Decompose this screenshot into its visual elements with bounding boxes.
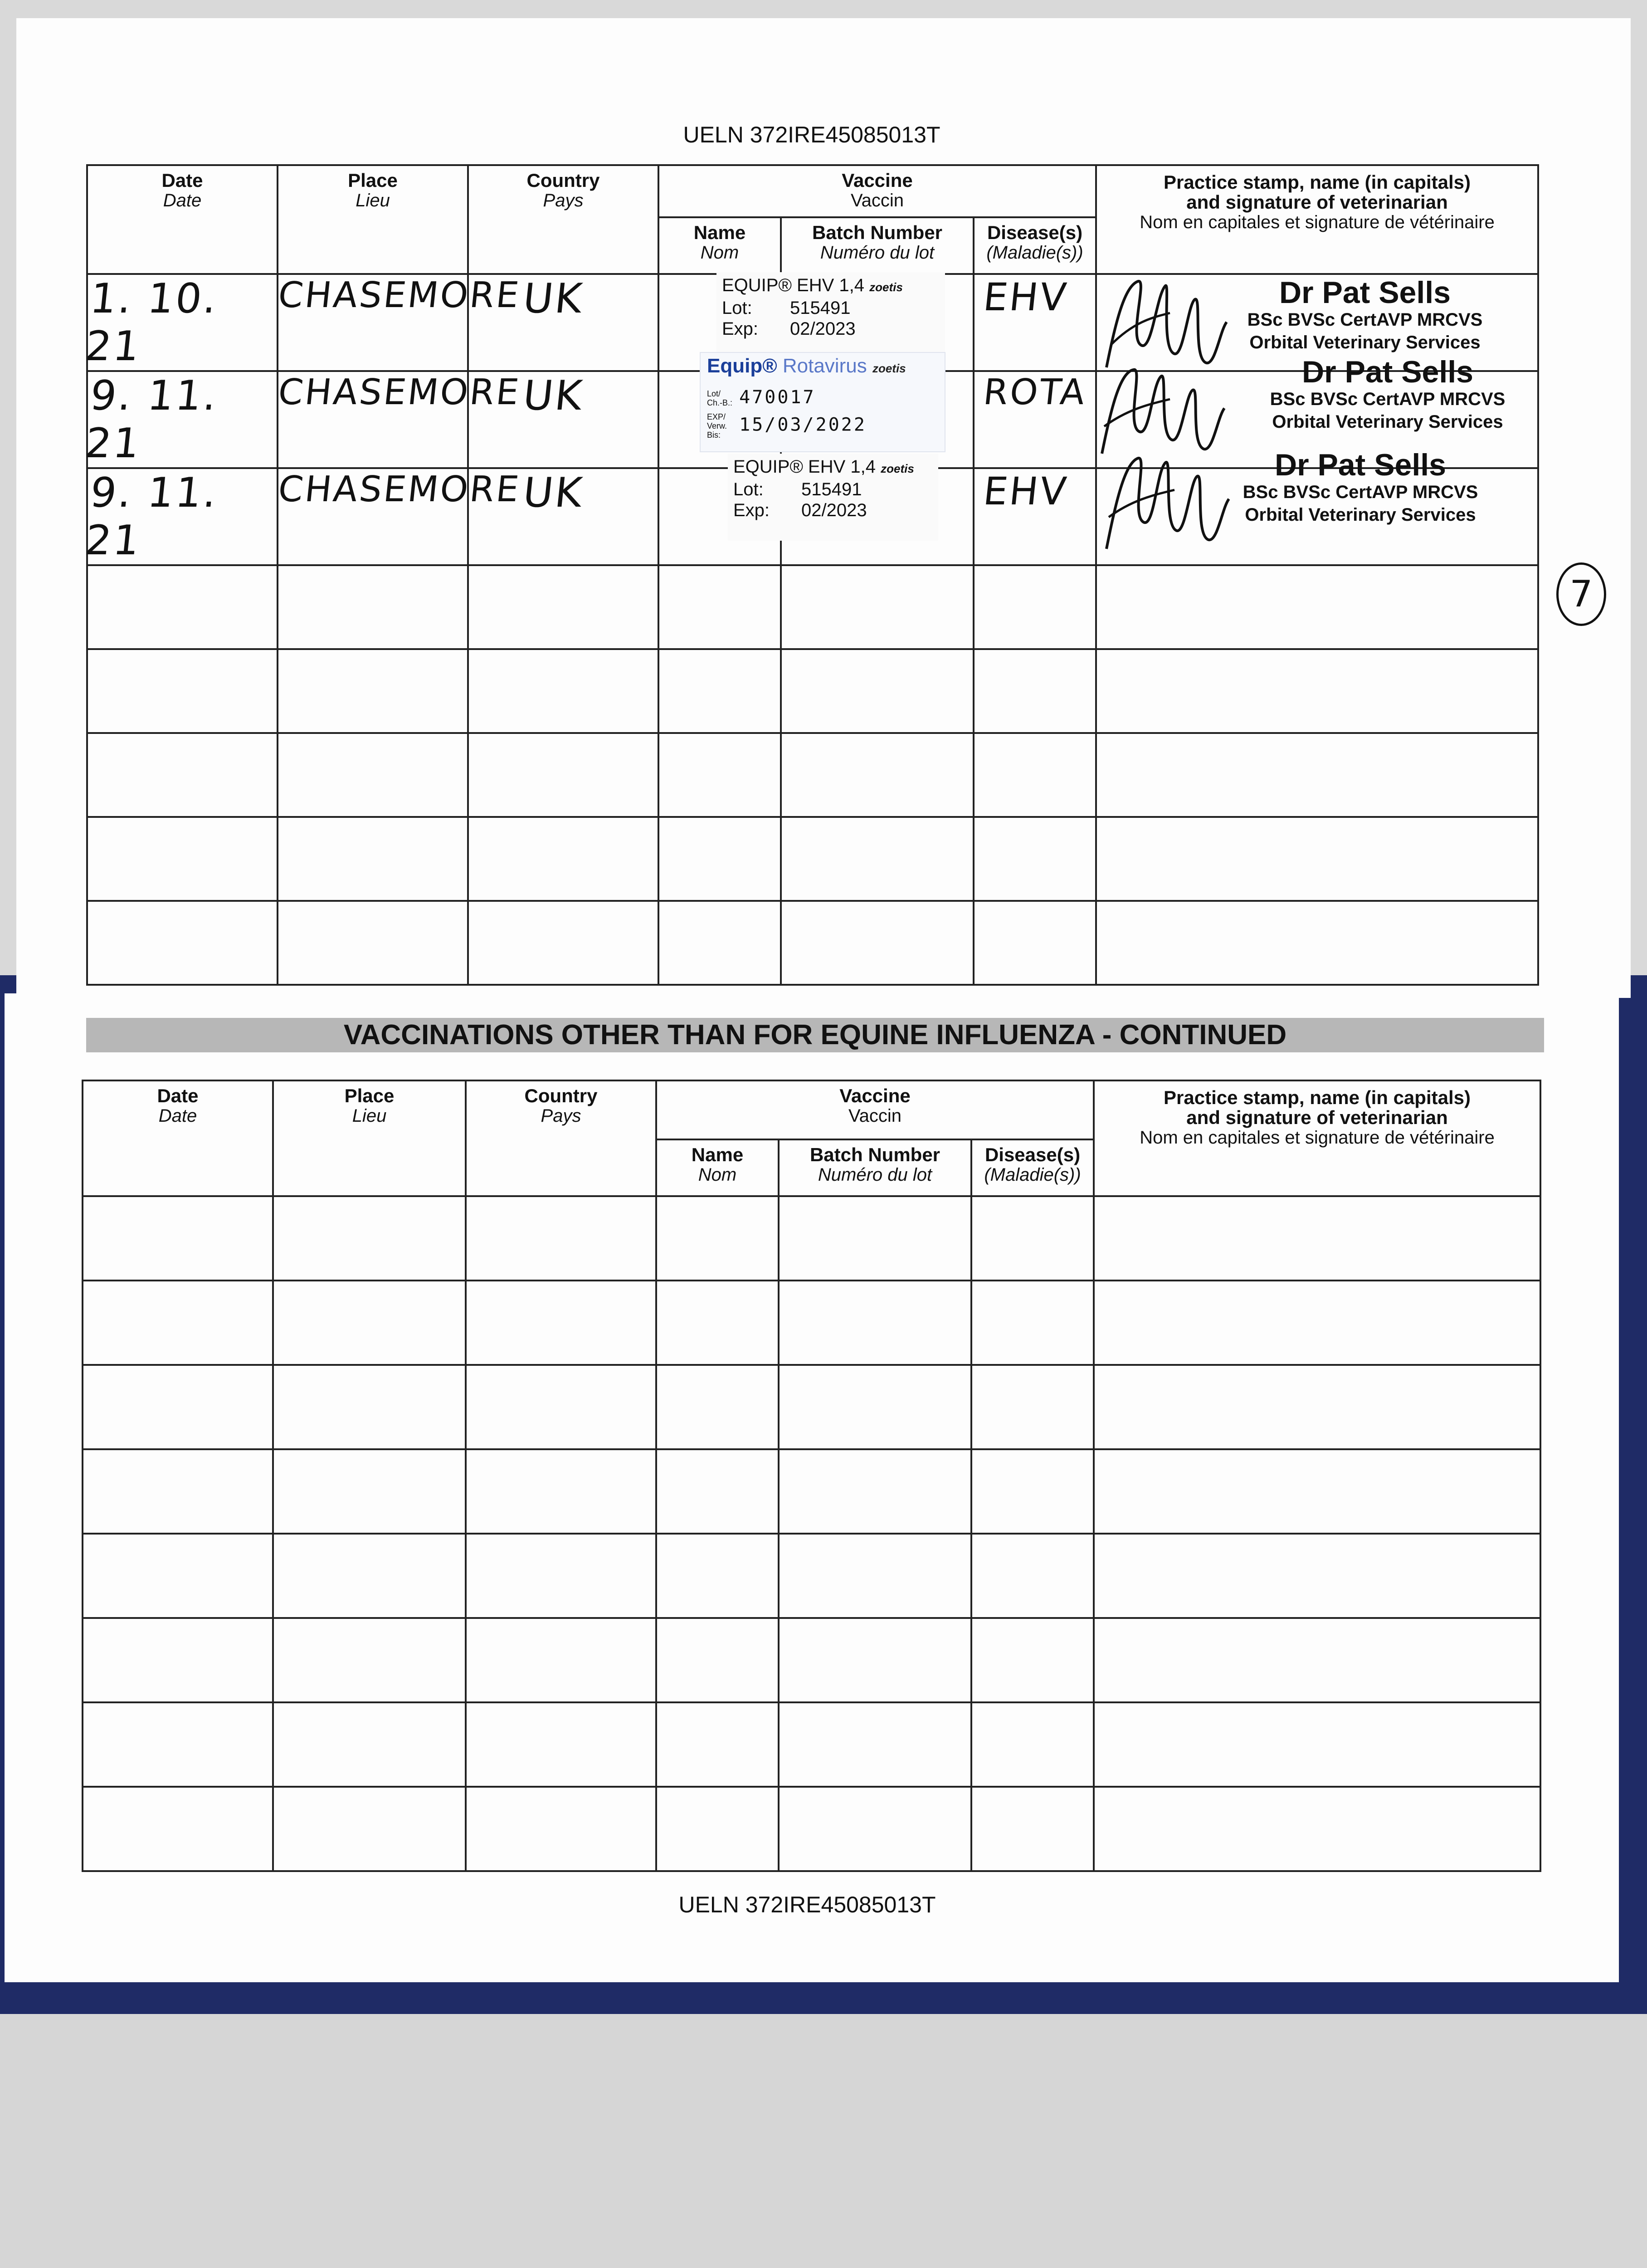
table-row <box>83 1702 1540 1787</box>
table-row <box>83 1365 1540 1449</box>
entry-country: UK <box>468 371 658 468</box>
header-vaccine: Vaccine Vaccin <box>656 1080 1094 1139</box>
entry-country: UK <box>468 274 658 371</box>
table-row <box>83 1618 1540 1702</box>
ueln-bottom: UELN 372IRE45085013T <box>678 1892 936 1917</box>
practice-stamp: Dr Pat Sells BSc BVSc CertAVP MRCVS Orbital Veterinary Services <box>1247 275 1483 352</box>
vaccine-sticker-ehv: EQUIP® EHV 1,4 zoetis Lot: 515491 Exp: 02/2023 <box>728 454 938 541</box>
table-row <box>87 817 1538 901</box>
table-row <box>83 1281 1540 1365</box>
entry-place: CHASEMORE <box>278 468 468 565</box>
header-name: Name Nom <box>656 1139 779 1196</box>
practice-stamp: Dr Pat Sells BSc BVSc CertAVP MRCVS Orbital Veterinary Services <box>1243 448 1478 525</box>
header-vaccine: Vaccine Vaccin <box>658 165 1096 217</box>
header-practice: Practice stamp, name (in capitals) and signature of veterinarian Nom en capitales et signature de vétérinaire <box>1096 165 1538 274</box>
entry-disease: ROTA <box>974 371 1096 468</box>
header-place: Place Lieu <box>273 1080 466 1196</box>
practice-stamp: Dr Pat Sells BSc BVSc CertAVP MRCVS Orbital Veterinary Services <box>1270 355 1506 432</box>
entry-country: UK <box>468 468 658 565</box>
entry-date: 1. 10. 21 <box>87 274 278 371</box>
table-row <box>87 901 1538 985</box>
header-name: Name Nom <box>658 217 781 274</box>
table-row <box>83 1534 1540 1618</box>
header-disease: Disease(s) (Maladie(s)) <box>971 1139 1094 1196</box>
vaccine-sticker-ehv: EQUIP® EHV 1,4 zoetis Lot: 515491 Exp: 02/2023 <box>716 272 945 359</box>
header-date: Date Date <box>83 1080 273 1196</box>
entry-date: 9. 11. 21 <box>87 371 278 468</box>
vaccination-table-bottom <box>82 1080 1541 1872</box>
header-date: Date Date <box>87 165 278 274</box>
entry-disease: EHV <box>974 274 1096 371</box>
header-batch: Batch Number Numéro du lot <box>779 1139 971 1196</box>
table-row <box>83 1196 1540 1281</box>
header-practice: Practice stamp, name (in capitals) and signature of veterinarian Nom en capitales et signature de vétérinaire <box>1094 1080 1540 1196</box>
header-disease: Disease(s) (Maladie(s)) <box>974 217 1096 274</box>
table-row <box>87 565 1538 649</box>
table-row <box>87 649 1538 733</box>
header-country: Country Pays <box>468 165 658 274</box>
header-place: Place Lieu <box>278 165 468 274</box>
entry-disease: EHV <box>974 468 1096 565</box>
table-row <box>83 1787 1540 1871</box>
vaccine-sticker-rotavirus: Equip® Rotavirus zoetis Lot/ Ch.-B.: 470017 EXP/ Verw. Bis: 15/03/2022 <box>701 353 945 451</box>
entry-date: 9. 11. 21 <box>87 468 278 565</box>
entry-place: CHASEMORE <box>278 371 468 468</box>
ueln-top: UELN 372IRE45085013T <box>683 122 940 147</box>
signature <box>1097 445 1233 558</box>
scanner-background <box>0 2014 1647 2268</box>
page-number: 7 <box>1556 562 1606 626</box>
section-banner: VACCINATIONS OTHER THAN FOR EQUINE INFLUENZA - CONTINUED <box>86 1018 1544 1052</box>
header-batch: Batch Number Numéro du lot <box>781 217 974 274</box>
entry-place: CHASEMORE <box>278 274 468 371</box>
table-row <box>83 1449 1540 1534</box>
table-row <box>87 733 1538 817</box>
header-country: Country Pays <box>466 1080 656 1196</box>
